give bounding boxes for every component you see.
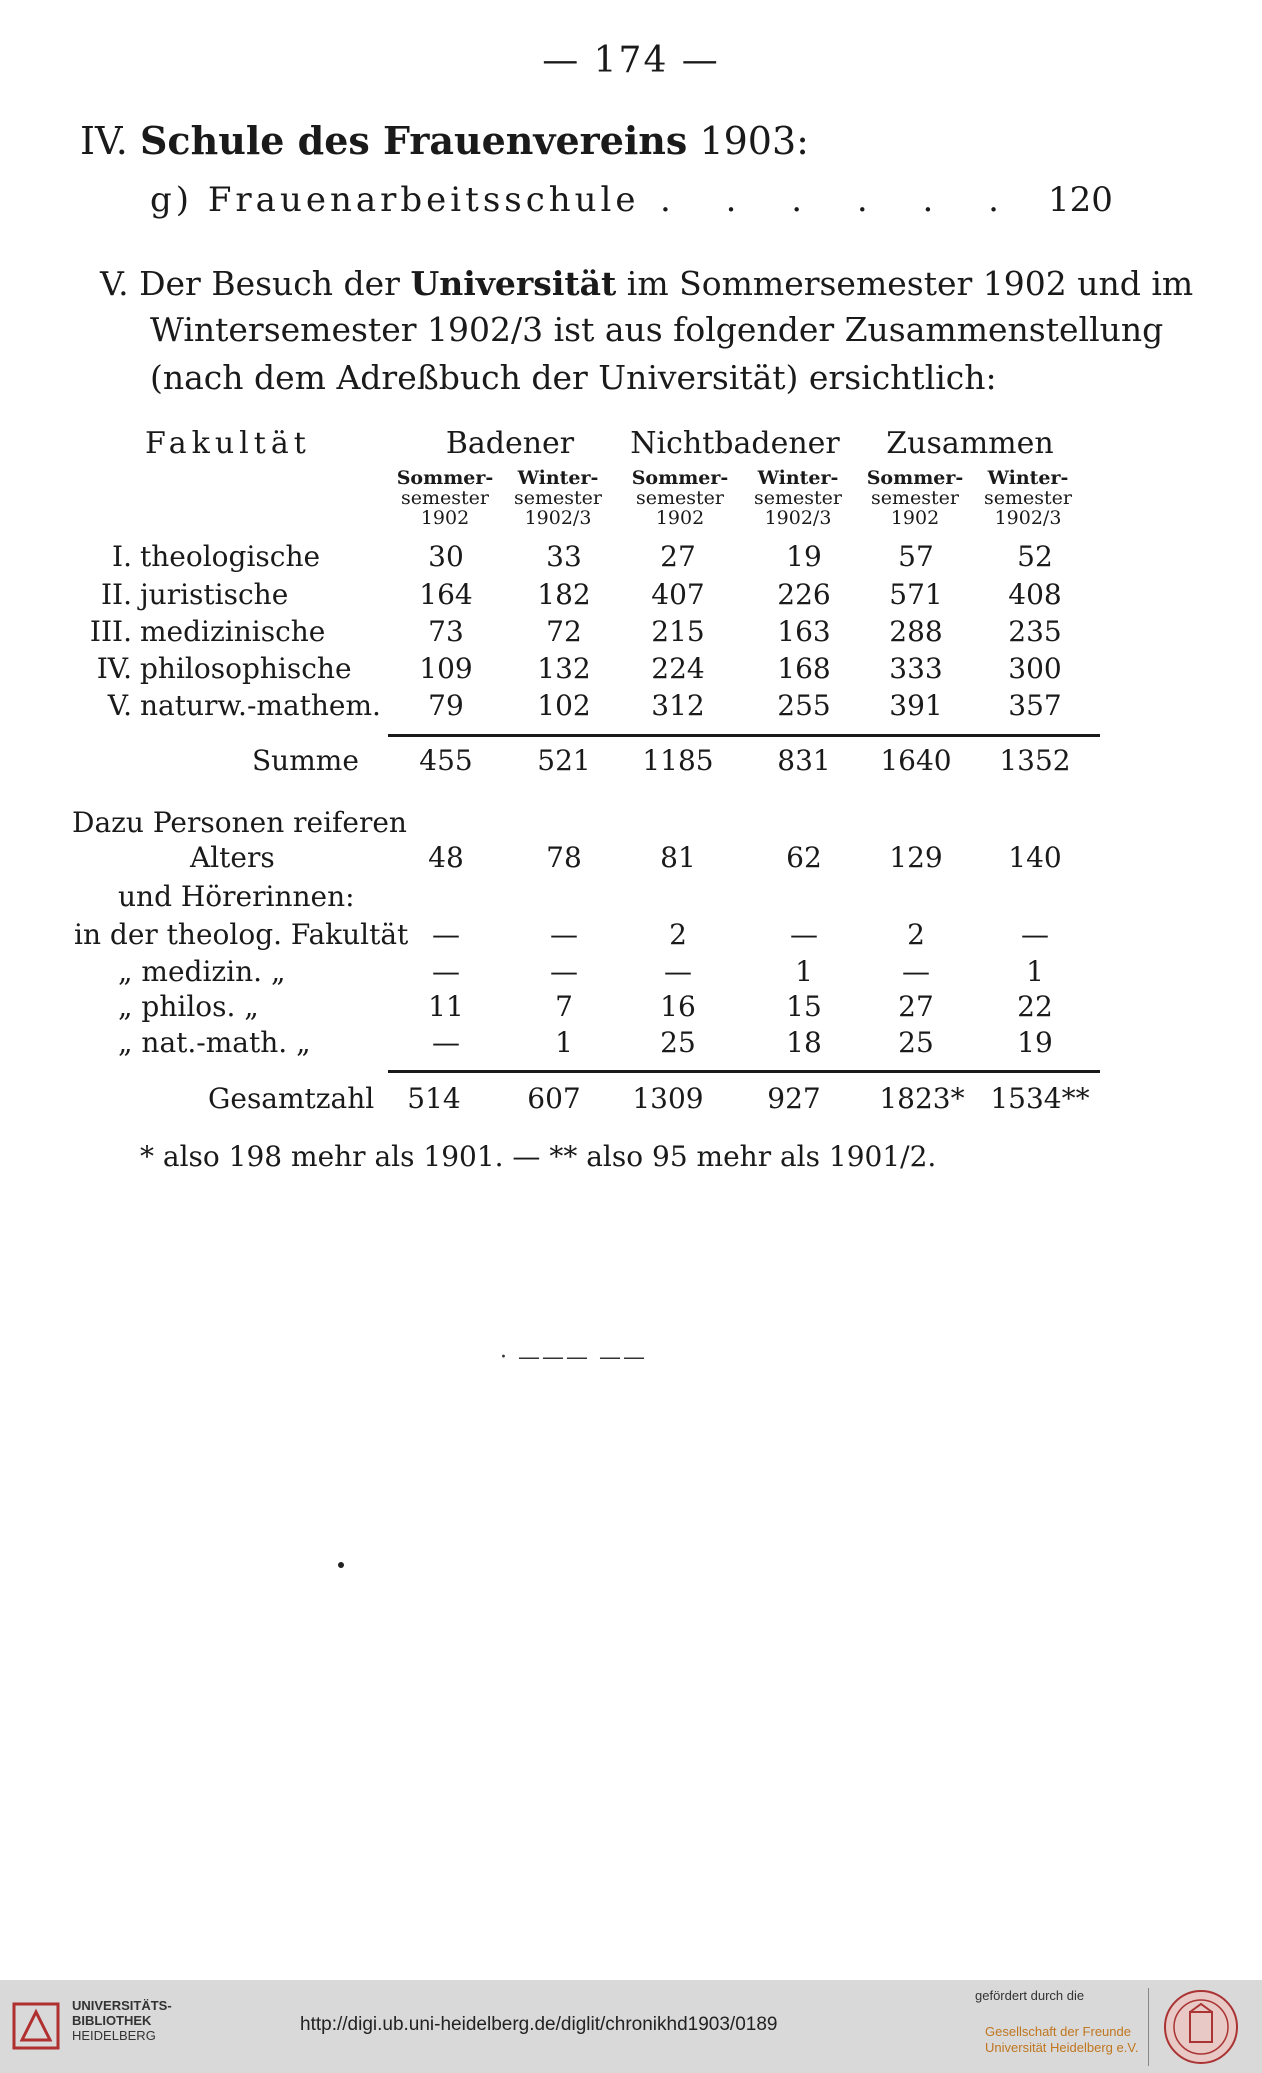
cell-value: 102: [537, 689, 591, 722]
cell-value: 607: [527, 1082, 581, 1115]
cell-value: 357: [1008, 689, 1062, 722]
cell-value: 1534**: [990, 1082, 1090, 1115]
cell-value: 22: [1017, 990, 1053, 1023]
cell-value: 33: [546, 540, 582, 573]
cell-value: 182: [537, 578, 591, 611]
cell-value: 226: [777, 578, 831, 611]
section-v-text-pre: Der Besuch der: [139, 264, 400, 303]
section-iv-heading: [80, 118, 809, 163]
sponsor-name-line-1: Gesellschaft der Freunde: [985, 2024, 1131, 2039]
cell-value: 73: [428, 615, 464, 648]
row-label: theologische: [140, 540, 321, 573]
subheader: Sommer- semester 1902: [866, 467, 964, 529]
cell-value: 1309: [632, 1082, 704, 1115]
library-name-line-2: BIBLIOTHEK: [72, 2013, 152, 2028]
row-label: medizinische: [140, 615, 326, 648]
cell-value: 16: [660, 990, 696, 1023]
section-iv-numeral: IV.: [80, 119, 128, 163]
library-name-line-1: UNIVERSITÄTS-: [72, 1998, 172, 2013]
footnote: * also 198 mehr als 1901. — ** also 95 mehr als 1901/2.: [140, 1140, 937, 1173]
sponsor-prefix: gefördert durch die: [975, 1988, 1085, 2003]
cell-value: 455: [419, 744, 473, 777]
cell-value: 25: [660, 1026, 696, 1059]
row-label: „ medizin. „: [118, 955, 286, 988]
subheader: Sommer- semester 1902: [396, 467, 494, 529]
cell-value: 19: [1017, 1026, 1053, 1059]
cell-value: 1185: [642, 744, 714, 777]
section-iv-item-value: 120: [1048, 180, 1113, 220]
cell-value: 140: [1008, 841, 1062, 874]
section-iv-item-dots: . . . . . .: [660, 180, 1021, 220]
footer-divider: [1148, 1988, 1149, 2066]
row-label: philosophische: [140, 652, 352, 685]
cell-value: 927: [767, 1082, 821, 1115]
cell-value: 78: [546, 841, 582, 874]
summe-label: Summe: [252, 744, 359, 777]
footer-bar: [0, 1980, 1262, 2073]
cell-value: 27: [660, 540, 696, 573]
cell-value: 132: [537, 652, 591, 685]
cell-value: 571: [889, 578, 943, 611]
section-v-line-2: Wintersemester 1902/3 ist aus folgender Zusammenstellung: [150, 310, 1164, 349]
cell-value: 288: [889, 615, 943, 648]
cell-value: 215: [651, 615, 705, 648]
cell-value: 163: [777, 615, 831, 648]
cell-value: 18: [786, 1026, 822, 1059]
cell-value: 19: [786, 540, 822, 573]
cell-value: —: [432, 1026, 460, 1059]
cell-value: 168: [777, 652, 831, 685]
cell-value: 72: [546, 615, 582, 648]
cell-value: 2: [907, 918, 925, 951]
row-label: „ nat.-math. „: [118, 1026, 311, 1059]
cell-value: 521: [537, 744, 591, 777]
cell-value: 391: [889, 689, 943, 722]
row-numeral: V.: [107, 689, 132, 722]
cell-value: 79: [428, 689, 464, 722]
cell-value: 109: [419, 652, 473, 685]
end-dashes: · ——— ——: [500, 1345, 647, 1370]
cell-value: 408: [1008, 578, 1062, 611]
cell-value: 1: [795, 955, 813, 988]
section-v-text-bold: Universität: [410, 264, 617, 303]
cell-value: 15: [786, 990, 822, 1023]
section-v-text-post: im Sommersemester 1902 und im: [626, 264, 1194, 303]
section-v-line-3: (nach dem Adreßbuch der Universität) ersichtlich:: [150, 358, 997, 397]
subheader: Sommer- semester 1902: [631, 467, 729, 529]
cell-value: —: [432, 918, 460, 951]
group-header-badener: Badener: [445, 426, 575, 461]
section-iv-year: 1903:: [699, 119, 809, 163]
row-label: „ philos. „: [118, 990, 259, 1023]
cell-value: 1640: [880, 744, 952, 777]
cell-value: 300: [1008, 652, 1062, 685]
cell-value: 1823*: [879, 1082, 965, 1115]
section-iv-item-label: g) Frauenarbeitsschule: [150, 180, 640, 220]
section-iv-title: Schule des Frauenvereins: [139, 118, 688, 163]
cell-value: 224: [651, 652, 705, 685]
hoerer-label: und Hörerinnen:: [118, 880, 355, 913]
subheader: Winter- semester 1902/3: [984, 467, 1072, 529]
cell-value: —: [790, 918, 818, 951]
cell-value: —: [902, 955, 930, 988]
cell-value: 831: [777, 744, 831, 777]
cell-value: 164: [419, 578, 473, 611]
row-numeral: IV.: [96, 652, 132, 685]
cell-value: 1: [1026, 955, 1044, 988]
cell-value: —: [664, 955, 692, 988]
cell-value: 235: [1008, 615, 1062, 648]
cell-value: 2: [669, 918, 687, 951]
page-number: — 174 —: [542, 40, 720, 81]
dazu-label-line-1: Dazu Personen reiferen: [72, 806, 407, 839]
cell-value: 57: [898, 540, 934, 573]
cell-value: —: [550, 955, 578, 988]
library-name: [72, 1998, 172, 2043]
cell-value: 129: [889, 841, 943, 874]
row-numeral: II.: [100, 578, 132, 611]
table-header-fakultaet: Fakultät: [145, 426, 311, 461]
cell-value: 27: [898, 990, 934, 1023]
row-label: in der theolog. Fakultät: [74, 918, 409, 951]
cell-value: —: [1021, 918, 1049, 951]
cell-value: 333: [889, 652, 943, 685]
row-label: juristische: [140, 578, 289, 611]
cell-value: 25: [898, 1026, 934, 1059]
row-numeral: III.: [89, 615, 132, 648]
cell-value: 48: [428, 841, 464, 874]
cell-value: 7: [555, 990, 573, 1023]
cell-value: 407: [651, 578, 705, 611]
university-seal-icon: [1162, 1988, 1240, 2066]
permalink-url[interactable]: http://digi.ub.uni-heidelberg.de/diglit/chronikhd1903/0189: [300, 2014, 778, 2035]
cell-value: 62: [786, 841, 822, 874]
subheader: Winter- semester 1902/3: [514, 467, 602, 529]
section-v-line-1: [100, 264, 1193, 303]
sponsor-name: [985, 2024, 1138, 2056]
cell-value: 52: [1017, 540, 1053, 573]
cell-value: 81: [660, 841, 696, 874]
library-name-line-3: HEIDELBERG: [72, 2028, 156, 2043]
cell-value: —: [550, 918, 578, 951]
cell-value: —: [432, 955, 460, 988]
cell-value: 514: [407, 1082, 461, 1115]
ink-dot: [338, 1562, 344, 1568]
sponsor-name-line-2: Universität Heidelberg e.V.: [985, 2040, 1139, 2055]
cell-value: 1: [555, 1026, 573, 1059]
cell-value: 11: [428, 990, 464, 1023]
section-v-numeral: V.: [100, 264, 129, 303]
cell-value: 30: [428, 540, 464, 573]
cell-value: 255: [777, 689, 831, 722]
library-logo-icon: [12, 2002, 60, 2050]
gesamt-rule: [388, 1070, 1100, 1073]
cell-value: 312: [651, 689, 705, 722]
summe-rule: [388, 734, 1100, 737]
group-header-nichtbadener: Nichtbadener: [630, 426, 840, 461]
gesamt-label: Gesamtzahl: [208, 1082, 375, 1115]
row-numeral: I.: [112, 540, 132, 573]
row-label: naturw.-mathem.: [140, 689, 381, 722]
dazu-label-line-2: Alters: [190, 841, 275, 874]
subheader: Winter- semester 1902/3: [754, 467, 842, 529]
group-header-zusammen: Zusammen: [886, 426, 1054, 461]
cell-value: 1352: [999, 744, 1071, 777]
